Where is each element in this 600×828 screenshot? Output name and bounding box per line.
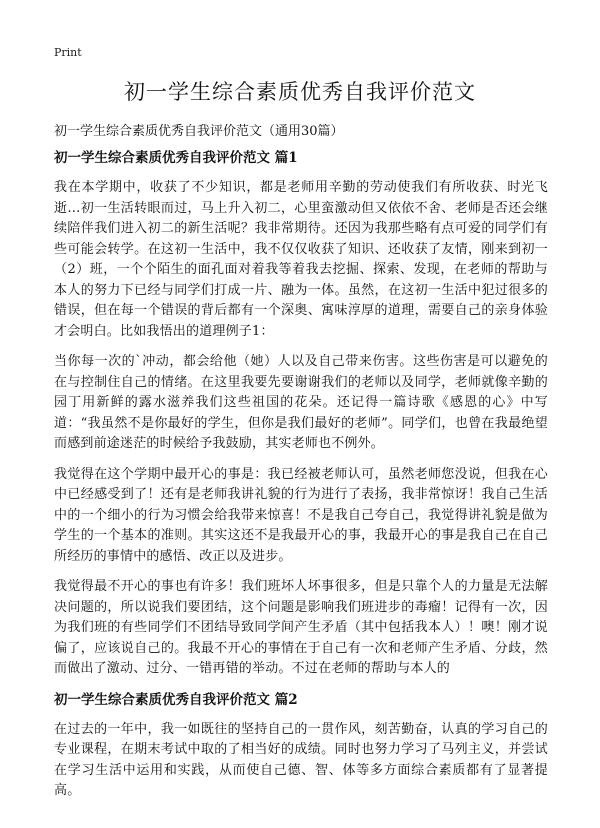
paragraph: 我觉得在这个学期中最开心的事是：我已经被老师认可，虽然老师您没说，但我在心中已经感受到了！还有是老师我讲礼貌的行为进行了表扬，我非常惊讶！我自己生活中的一个细小的行为习惯会给我带来惊喜！不是我自己夸自己，我觉得讲礼貌是做为学生的一个基本的准则。其实这还不是我最开心的事，我最开心的事是我自己在自己所经历的事情中的感悟、改正以及进步。 [54, 466, 548, 564]
paragraph: 在过去的一年中，我一如既往的坚持自己的一贯作风，刻苦勤奋，认真的学习自己的专业课程，在期末考试中取的了相当好的成绩。同时也努力学习了马列主义，并尝试在学习生活中运用和实践，从而使自己德、智、体等多方面综合素质都有了显著提高。 [54, 721, 548, 798]
print-link[interactable]: Print [54, 46, 82, 59]
paragraph: 我觉得最不开心的事也有许多！我们班坏人坏事很多，但是只靠个人的力量是无法解决问题的，所以说我们要团结，这个问题是影响我们班进步的毒瘤！记得有一次，因为我们班的有些同学们不团结导致同学间产生矛盾（其中包括我本人）！噢！刚才说偏了，应该说自己的。我最不开心的事情在于自己有一次和老师产生矛盾、分歧，然而做出了激动、过分、一错再错的举动。不过在老师的帮助与本人的 [54, 579, 548, 676]
article-body [54, 148, 548, 812]
page-title: 初一学生综合素质优秀自我评价范文 [124, 80, 476, 104]
paragraph: 当你每一次的`冲动，都会给他（她）人以及自己带来伤害。这些伤害是可以避免的在与控制住自己的情绪。在这里我要先要谢谢我们的老师以及同学，老师就像辛勤的园丁用新鲜的露水滋养我们这些祖国的花朵。还记得一篇诗歌《感恩的心》中写道：“我虽然不是你最好的学生，但你是我们最好的老师”。同学们，也曾在我最绝望而感到前途迷茫的时候给予我鼓励，其实老师也不例外。 [54, 354, 548, 451]
section-heading-1: 初一学生综合素质优秀自我评价范文 篇1 [54, 150, 298, 166]
subtitle: 初一学生综合素质优秀自我评价范文（通用30篇） [54, 124, 344, 139]
section-heading-2: 初一学生综合素质优秀自我评价范文 篇2 [54, 691, 298, 708]
paragraph: 我在本学期中，收获了不少知识，都是老师用辛勤的劳动使我们有所收获、时光飞逝…初一生活转眼而过，马上升入初二，心里蛮激动但又依依不舍、老师是否还会继续陪伴我们进入初二的新生活呢？我非常期待。还因为我那些略有点可爱的同学们有些可能会转学。在这初一生活中，我不仅仅收获了知识、还收获了友情，刚来到初一（2）班，一个个陌生的面孔面对着我等着我去挖掘、探索、发现，在老师的帮助与本人的努力下已经与同学们打成一片、融为一体。虽然，在这初一生活中犯过很多的错误，但在每一个错误的背后都有一个深奥、寓味淳厚的道理，需要自己的亲身体验才会明白。比如我悟出的道理例子1： [54, 180, 548, 339]
